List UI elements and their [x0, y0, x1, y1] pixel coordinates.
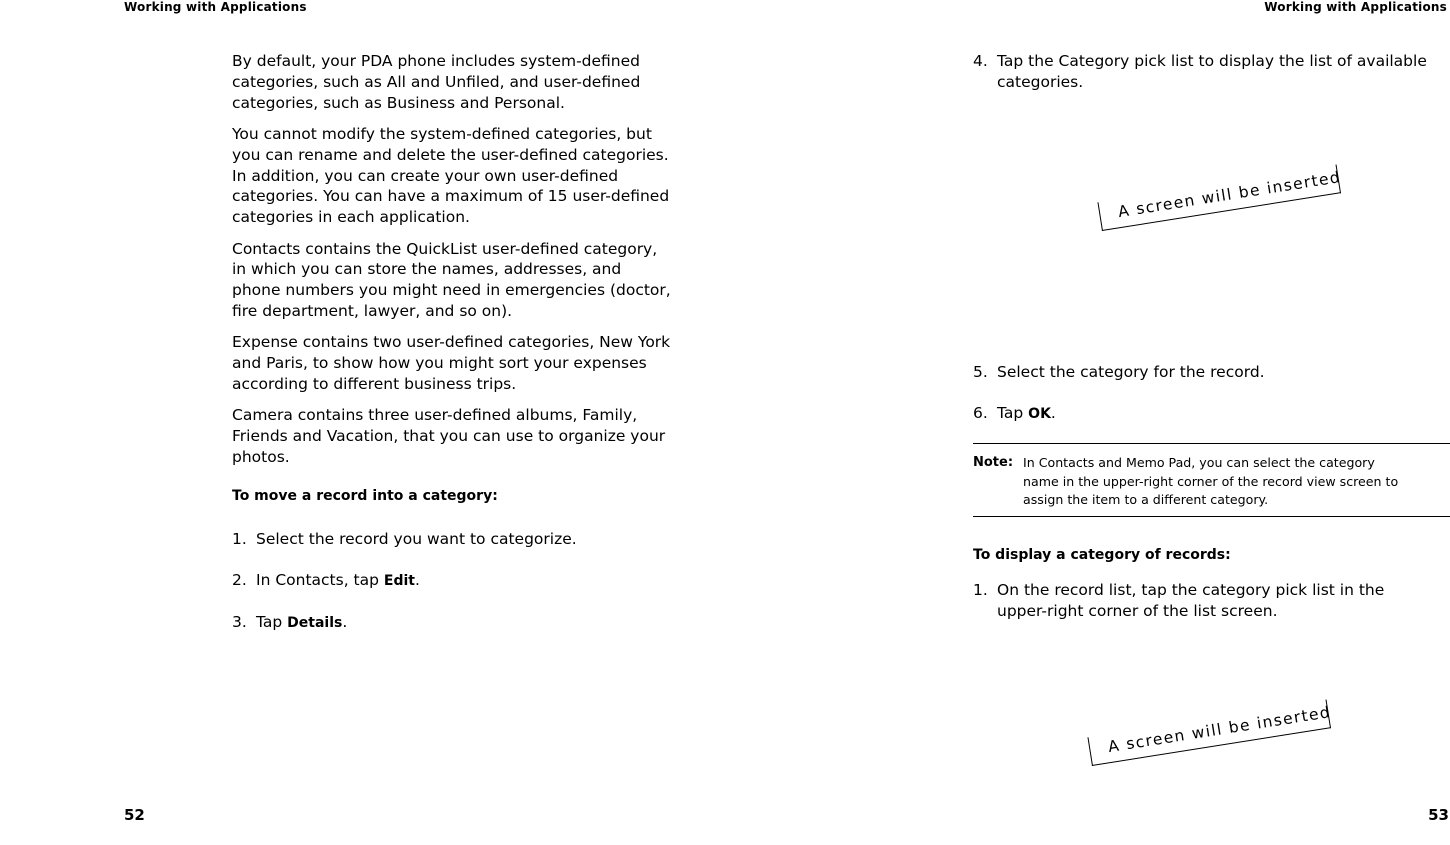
step-1: 1. Select the record you want to categorize.: [232, 529, 577, 548]
paragraph-expense: Expense contains two user-defined categories, New York and Paris, to show how you might sort your expenses according to different business trips.: [232, 333, 671, 393]
step-2: 2. In Contacts, tap Edit.: [232, 570, 420, 589]
note-top-rule: [973, 443, 1450, 444]
note-box: Note: In Contacts and Memo Pad, you can select the category name in the upper-right corner of the record view screen to assign the item to a different category.: [973, 443, 1450, 517]
procedure-title-display-category: To display a category of records:: [973, 547, 1231, 563]
procedure-title-move-record: To move a record into a category:: [232, 487, 498, 504]
paragraph-contacts-quicklist: Contacts contains the QuickList user-defined category, in which you can store the names, addresses, and phone numbers you might need in emergencies (doctor, fire department, lawyer, and so on).: [232, 239, 671, 320]
right-steps-5-6: [973, 362, 1448, 445]
edit-command: Edit: [383, 572, 415, 589]
details-command: Details: [287, 614, 343, 631]
paragraph-default-categories: By default, your PDA phone includes system-defined categories, such as All and Unfiled, and user-defined categories, such as Business and Personal.: [232, 52, 641, 112]
right-step-1: 1. On the record list, tap the category pick list in the upper-right corner of the list screen.: [973, 580, 1385, 620]
screen-placeholder-2: A screen will be inserted: [1087, 699, 1331, 766]
step-5: 5. Select the category for the record.: [973, 363, 1265, 381]
note-bottom-rule: [973, 516, 1450, 517]
step-3: 3. Tap Details.: [232, 612, 348, 631]
right-page-number: 53: [1428, 806, 1449, 824]
ok-command: OK: [1028, 406, 1051, 423]
left-page-number: 52: [124, 806, 145, 824]
screen-placeholder-1: A screen will be inserted: [1097, 164, 1341, 231]
right-running-header: Working with Applications: [1264, 0, 1447, 14]
paragraph-modify-categories: You cannot modify the system-defined categories, but you can rename and delete the user-defined categories. In addition, you can create your own user-defined categories. You can have a maximum of 15 user-defined categories in each application.: [232, 124, 670, 227]
left-running-header: Working with Applications: [124, 0, 307, 14]
step-6: 6. Tap OK.: [973, 404, 1056, 423]
note-label: Note:: [973, 455, 1014, 470]
paragraph-camera: Camera contains three user-defined albums, Family, Friends and Vacation, that you can use to organize your photos.: [232, 406, 666, 466]
right-procedure: [973, 545, 1448, 642]
right-step-4: 4. Tap the Category pick list to display the list of available categories.: [973, 52, 1427, 91]
left-page-body: [232, 51, 722, 654]
